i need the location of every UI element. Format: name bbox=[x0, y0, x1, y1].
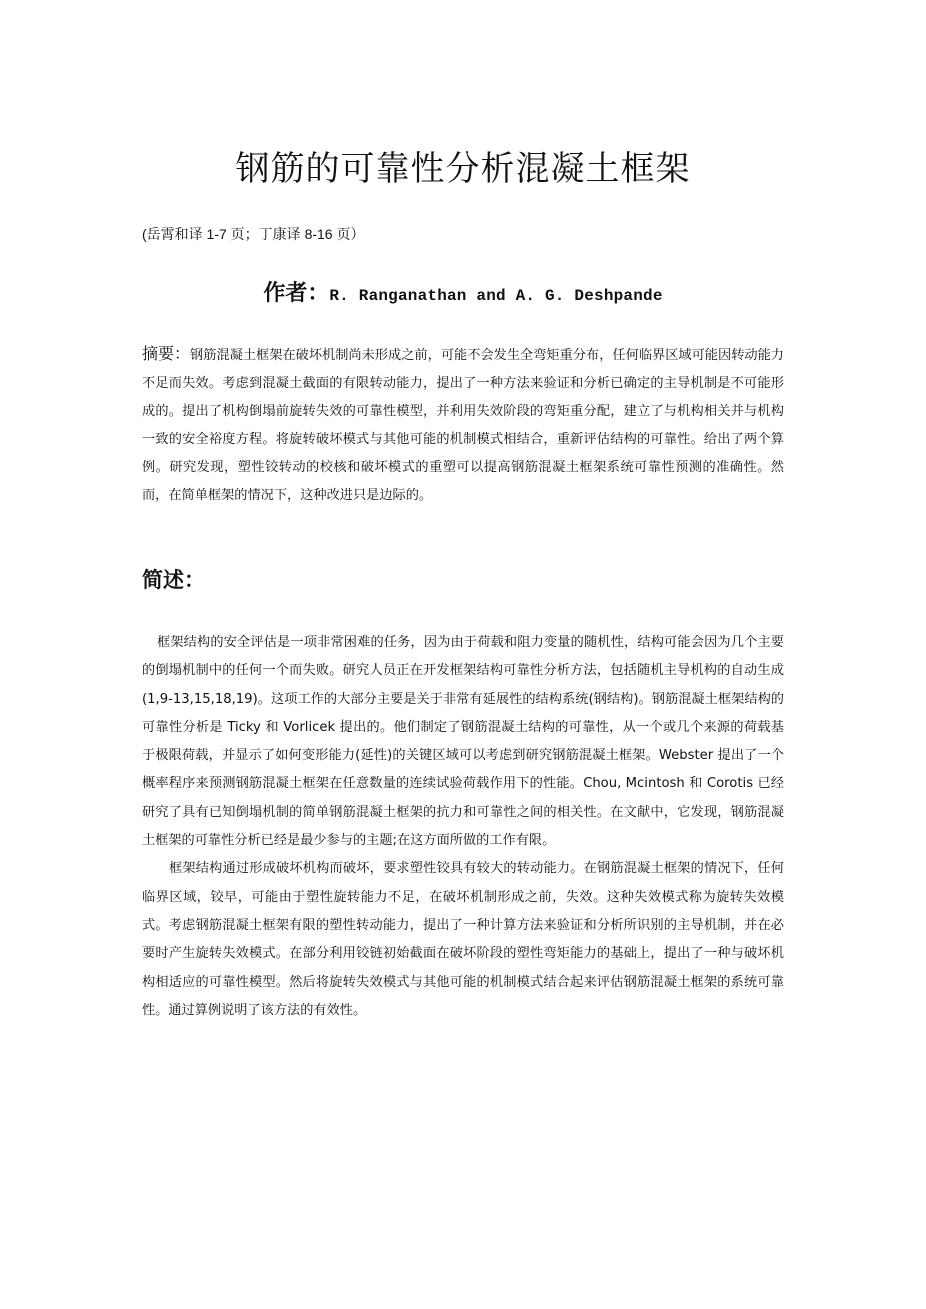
authors-names: R. Ranganathan and A. G. Deshpande bbox=[329, 287, 663, 305]
authors-line bbox=[0, 278, 926, 312]
translator-note: (岳霄和译 1-7 页；丁康译 8-16 页） bbox=[142, 226, 365, 242]
body-paragraph-2: 框架结构通过形成破坏机构而破坏，要求塑性铰具有较大的转动能力。在钢筋混凝土框架的情况下，任何临界区域，铰早，可能由于塑性旋转能力不足，在破坏机制形成之前，失效。这种失效模式称为旋转失效模式。考虑钢筋混凝土框架有限的塑性转动能力，提出了一种计算方法来验证和分析所识别的主导机制，并在必要时产生旋转失效模式。在部分利用铰链初始截面在破坏阶段的塑性弯矩能力的基础上，提出了一种与破坏机构相适应的可靠性模型。然后将旋转失效模式与其他可能的机制模式结合起来评估钢筋混凝土框架的系统可靠性。通过算例说明了该方法的有效性。 bbox=[142, 861, 784, 1018]
abstract-label: 摘要： bbox=[142, 344, 191, 363]
authors-label: 作者： bbox=[263, 281, 330, 306]
body-text bbox=[142, 629, 784, 1025]
abstract-text: 钢筋混凝土框架在破坏机制尚未形成之前，可能不会发生全弯矩重分布，任何临界区域可能因转动能力不足而失效。考虑到混凝土截面的有限转动能力，提出了一种方法来验证和分析已确定的主导机制是不可能形成的。提出了机构倒塌前旋转失效的可靠性模型，并利用失效阶段的弯矩重分配，建立了与机构相关并与机构一致的安全裕度方程。将旋转破坏模式与其他可能的机制模式相结合，重新评估结构的可靠性。给出了两个算例。研究发现，塑性铰转动的校核和破坏模式的重塑可以提高钢筋混凝土框架系统可靠性预测的准确性。然而，在简单框架的情况下，这种改进只是边际的。 bbox=[142, 348, 784, 503]
document-title: 钢筋的可靠性分析混凝土框架 bbox=[235, 149, 691, 189]
body-paragraph-1: 框架结构的安全评估是一项非常困难的任务，因为由于荷载和阻力变量的随机性，结构可能会因为几个主要的倒塌机制中的任何一个而失败。研究人员正在开发框架结构可靠性分析方法，包括随机主导机构的自动生成(1,9-13,15,18,19)。这项工作的大部分主要是关于非常有延展性的结构系统(钢结构)。钢筋混凝土框架结构的可靠性分析是 Ticky 和 Vorlicek 提出的。他们制定了钢筋混凝土结构的可靠性，从一个或几个来源的荷载基于极限荷载，并显示了如何变形能力(延性)的关键区域可以考虑到研究钢筋混凝土框架。Webster 提出了一个概率程序来预测钢筋混凝土框架在任意数量的连续试验荷载作用下的性能。Chou, Mcintosh 和 Corotis 已经研究了具有已知倒塌机制的简单钢筋混凝土框架的抗力和可靠性之间的相关性。在文献中，它发现，钢筋混凝土框架的可靠性分析已经是最少参与的主题;在这方面所做的工作有限。 bbox=[142, 635, 784, 849]
abstract bbox=[142, 340, 784, 510]
section-heading-overview: 简述： bbox=[142, 568, 205, 592]
